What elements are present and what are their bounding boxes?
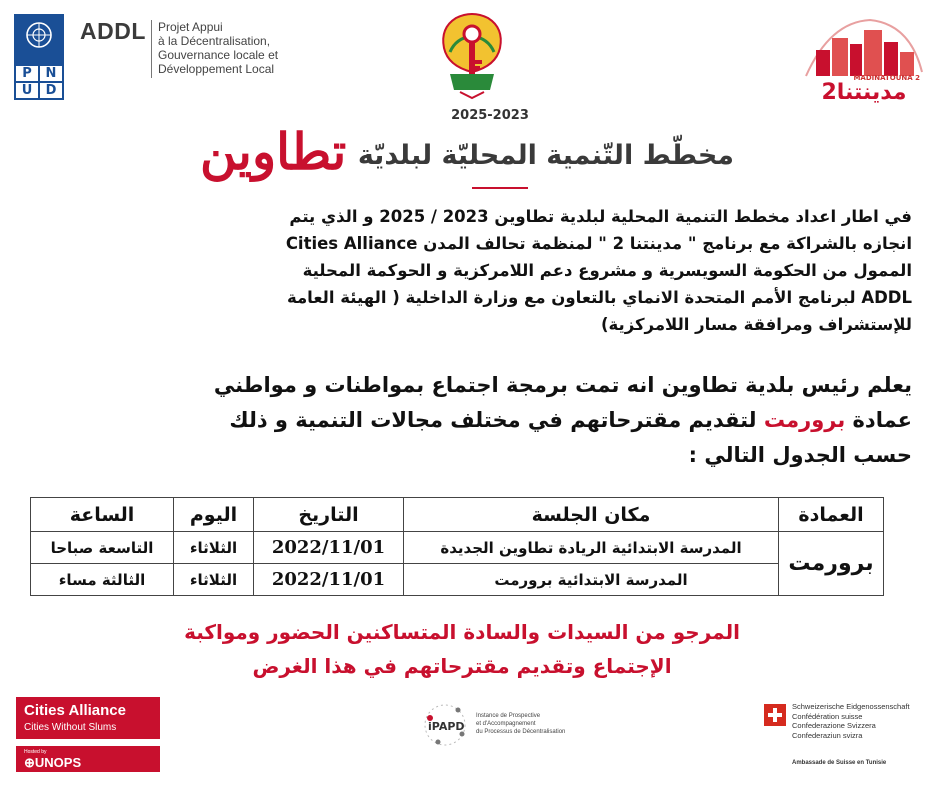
intro-line: في اطار اعداد مخطط التنمية المحلية لبلدية تطاوين 2023 / 2025 و الذي يتم (289, 207, 912, 226)
day-cell: الثلاثاء (174, 532, 254, 564)
undp-letter: P (16, 66, 38, 81)
day-cell: الثلاثاء (174, 564, 254, 596)
cities-alliance-logo (16, 697, 160, 739)
ipapd-text (476, 712, 586, 736)
swiss-names (792, 702, 910, 740)
intro-line: انجازه بالشراكة مع برنامج " مدينتنا 2 " لمنظمة تحالف المدن Cities Alliance (285, 234, 912, 253)
addl-logo (80, 10, 300, 90)
date-cell: 2022/11/01 (254, 564, 404, 596)
madinatouna-arabic: مدينتنا2 (821, 80, 907, 105)
header-omada: العمادة (779, 498, 884, 532)
swiss-name-line: Schweizerische Eidgenossenschaft (792, 702, 910, 711)
header-date: التاريخ (254, 498, 404, 532)
addl-tagline-line: Projet Appui (158, 20, 223, 34)
intro-line: الممول من الحكومة السويسرية و مشروع دعم اللامركزية و الحوكمة المحلية (302, 261, 912, 280)
call-line: الإجتماع وتقديم مقترحاتهم في هذا الغرض (252, 654, 672, 678)
intro-paragraph (22, 203, 912, 338)
ipapd-mark-icon (420, 700, 470, 750)
swiss-name-line: Confederaziun svizra (792, 730, 863, 740)
swiss-flag-icon (764, 704, 786, 726)
swiss-name-line: Confederazione Svizzera (792, 721, 876, 730)
announcement (22, 368, 912, 473)
title-city: تطاوين (200, 122, 347, 181)
ipapd-text-line: Instance de Prospective (476, 713, 541, 719)
addl-tagline-line: Gouvernance locale et (158, 48, 279, 62)
addl-tagline (158, 20, 308, 76)
header-time: الساعة (31, 498, 174, 532)
meeting-schedule-table (30, 497, 884, 596)
unops-name: ⊕UNOPS (24, 755, 82, 770)
undp-logo (14, 14, 64, 100)
table-row (31, 532, 884, 564)
call-to-action (102, 615, 822, 683)
call-line: المرجو من السيدات والسادة المتساكنين الحضور ومواكبة (184, 620, 740, 644)
place-cell: المدرسة الابتدائية الريادة تطاوين الجديدة (404, 532, 779, 564)
announcement-text: عمادة (845, 408, 912, 432)
cities-alliance-name: Cities Alliance (24, 702, 126, 719)
omada-cell: برورمت (779, 532, 884, 596)
madinatouna-logo (800, 14, 926, 106)
swiss-embassy: Ambassade de Suisse en Tunisie (792, 760, 887, 766)
table-row (31, 564, 884, 596)
addl-tagline-line: à la Décentralisation, (158, 34, 271, 48)
swiss-name-line: Confédération suisse (792, 711, 863, 721)
header-day: اليوم (174, 498, 254, 532)
undp-letter: U (16, 83, 38, 98)
intro-line: ADDL لبرنامج الأمم المتحدة الانماي بالتعاون مع وزارة الداخلية ( الهيئة العامة (286, 288, 912, 307)
table-header-row (31, 498, 884, 532)
announcement-line: حسب الجدول التالي : (688, 443, 912, 467)
ipapd-text-line: et d'Accompagnement (476, 721, 536, 727)
place-cell: المدرسة الابتدائية برورمت (404, 564, 779, 596)
swiss-confederation-logo (760, 700, 930, 770)
announcement-line: يعلم رئيس بلدية تطاوين انه تمت برمجة اجتماع بمواطنات و مواطني (213, 373, 912, 397)
municipal-emblem-icon (436, 8, 508, 100)
ipapd-mark: iPAPD (428, 720, 465, 733)
un-globe-icon (24, 20, 54, 50)
page-title (200, 122, 760, 202)
addl-divider (151, 20, 152, 78)
undp-letter: N (40, 66, 62, 81)
undp-letter: D (40, 83, 62, 98)
intro-line: للإستشراف ومرافقة مسار اللامركزية) (600, 315, 912, 334)
time-cell: التاسعة صباحا (31, 532, 174, 564)
announcement-text: لتقديم مقترحاتهم في مختلف مجالات التنمية و ذلك (229, 408, 764, 432)
cities-alliance-slogan: Cities Without Slums (24, 722, 117, 733)
header-place: مكان الجلسة (404, 498, 779, 532)
hosted-by-label: Hosted by (24, 749, 47, 755)
omada-highlight: برورمت (763, 408, 846, 432)
title-main: مخطّط التّنمية المحليّة لبلديّة (357, 140, 734, 171)
undp-letters (16, 66, 62, 98)
title-underline (472, 187, 528, 189)
announcement-line (22, 403, 912, 438)
plan-years: 2025-2023 (451, 108, 529, 123)
ipapd-text-line: du Processus de Décentralisation (476, 729, 566, 735)
madinatouna-latin: MADINATOUNA 2 (853, 74, 920, 82)
time-cell: الثالثة مساء (31, 564, 174, 596)
unops-logo (16, 746, 160, 772)
date-cell: 2022/11/01 (254, 532, 404, 564)
addl-name: ADDL (80, 18, 146, 44)
ipapd-logo (416, 690, 586, 760)
addl-tagline-line: Développement Local (158, 62, 275, 76)
